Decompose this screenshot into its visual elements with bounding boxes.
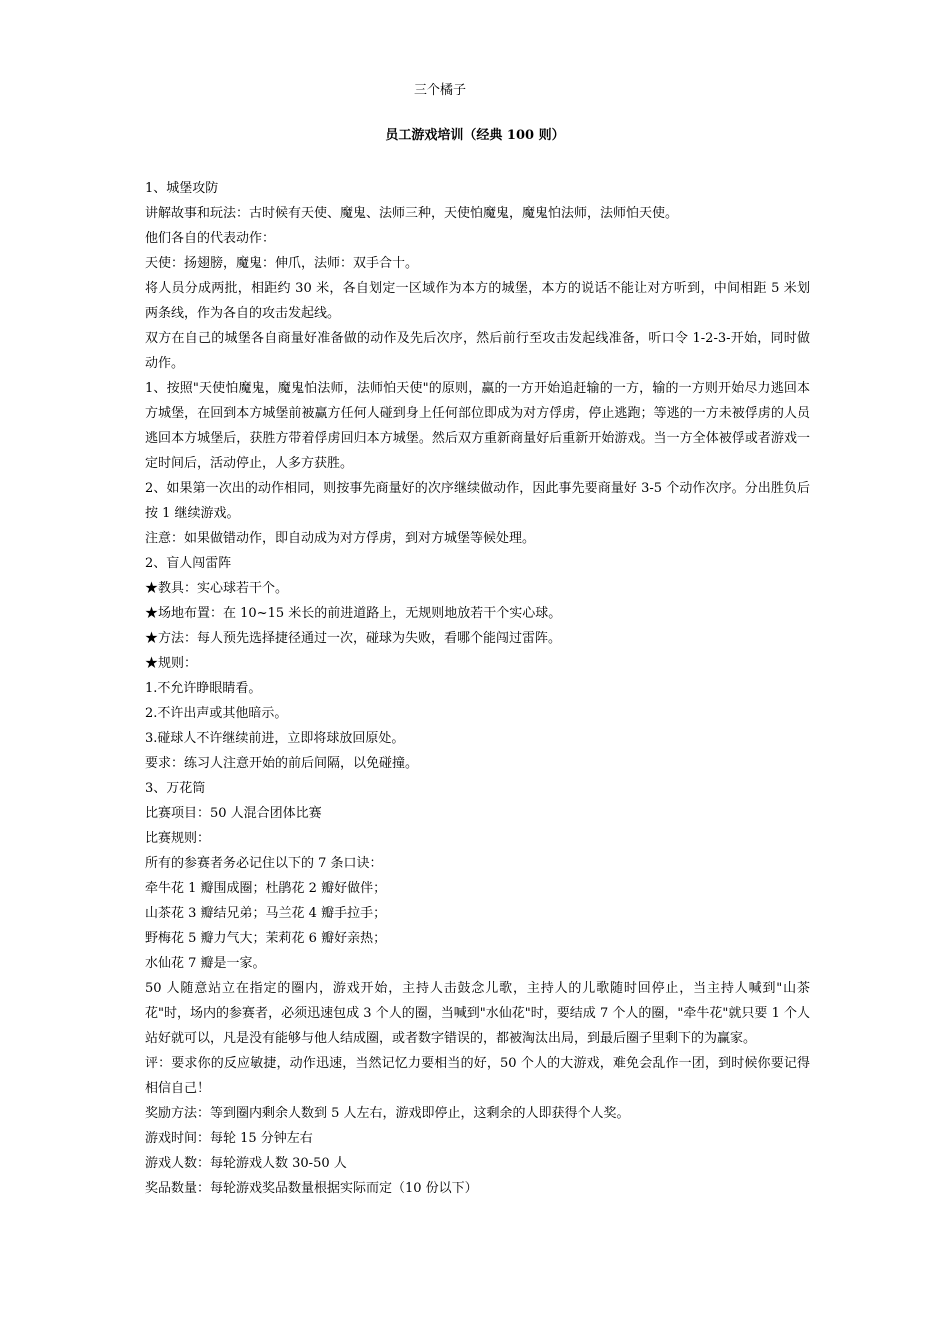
document-author: 三个橘子 bbox=[413, 83, 466, 98]
paragraph: 2、如果第一次出的动作相同，则按事先商量好的次序继续做动作，因此事先要商量好 3-5 个动作次序。分出胜负后按 1 继续游戏。 bbox=[145, 481, 810, 521]
paragraph: 50 人随意站立在指定的圈内，游戏开始，主持人击鼓念儿歌，主持人的儿歌随时回停止，当主持人喊到"山茶花"时，场内的参赛者，必须迅速包成 3 个人的圈，当喊到"水仙花"时，要结成 7 个人的圈，"牵牛花"就只要 1 个人站好就可以，凡是没有能够与他人结成圈，或者数字错误的，都被淘汰出局，到最后圈子里剩下的为赢家。 bbox=[145, 981, 810, 1046]
paragraph: 奖品数量：每轮游戏奖品数量根据实际而定（10 份以下） bbox=[145, 1181, 478, 1196]
paragraph: 游戏时间：每轮 15 分钟左右 bbox=[145, 1131, 313, 1146]
paragraph: 3.碰球人不许继续前进，立即将球放回原处。 bbox=[145, 731, 405, 746]
paragraph: 讲解故事和玩法：古时候有天使、魔鬼、法师三种，天使怕魔鬼，魔鬼怕法师，法师怕天使。 bbox=[145, 206, 679, 221]
section-heading: 2、盲人闯雷阵 bbox=[145, 556, 232, 571]
paragraph: 比赛规则： bbox=[145, 831, 211, 846]
section-heading: 1、城堡攻防 bbox=[145, 181, 219, 196]
document-body bbox=[145, 176, 810, 1201]
paragraph: 比赛项目：50 人混合团体比赛 bbox=[145, 806, 322, 821]
section-heading: 3、万花筒 bbox=[145, 781, 206, 796]
paragraph: 水仙花 7 瓣是一家。 bbox=[145, 956, 266, 971]
document-title: 员工游戏培训（经典 100 则） bbox=[385, 128, 565, 143]
paragraph: 野梅花 5 瓣力气大；茉莉花 6 瓣好亲热； bbox=[145, 931, 387, 946]
paragraph: 双方在自己的城堡各自商量好准备做的动作及先后次序，然后前行至攻击发起线准备，听口令 1-2-3-开始，同时做动作。 bbox=[145, 331, 810, 371]
paragraph: 2.不许出声或其他暗示。 bbox=[145, 706, 288, 721]
paragraph: 奖励方法：等到圈内剩余人数到 5 人左右，游戏即停止，这剩余的人即获得个人奖。 bbox=[145, 1106, 630, 1121]
paragraph: 山茶花 3 瓣结兄弟；马兰花 4 瓣手拉手； bbox=[145, 906, 387, 921]
paragraph: ★场地布置：在 10~15 米长的前进道路上，无规则地放若干个实心球。 bbox=[145, 606, 562, 621]
paragraph: 游戏人数：每轮游戏人数 30-50 人 bbox=[145, 1156, 347, 1171]
paragraph: 牵牛花 1 瓣围成圈；杜鹃花 2 瓣好做伴； bbox=[145, 881, 387, 896]
paragraph: ★规则： bbox=[145, 656, 198, 671]
paragraph: ★教具：实心球若干个。 bbox=[145, 581, 289, 596]
paragraph: 要求：练习人注意开始的前后间隔，以免碰撞。 bbox=[145, 756, 419, 771]
paragraph: 1、按照"天使怕魔鬼，魔鬼怕法师，法师怕天使"的原则，赢的一方开始追赶输的一方，输的一方则开始尽力逃回本方城堡，在回到本方城堡前被赢方任何人碰到身上任何部位即成为对方俘虏，停止逃跑；等逃的一方未被俘虏的人员逃回本方城堡后，获胜方带着俘虏回归本方城堡。然后双方重新商量好后重新开始游戏。当一方全体被俘或者游戏一定时间后，活动停止，人多方获胜。 bbox=[145, 381, 810, 471]
paragraph: 1.不允许睁眼睛看。 bbox=[145, 681, 262, 696]
paragraph: 评：要求你的反应敏捷，动作迅速，当然记忆力要相当的好，50 个人的大游戏，难免会乱作一团，到时候你要记得相信自己！ bbox=[145, 1056, 810, 1096]
paragraph: 他们各自的代表动作： bbox=[145, 231, 276, 246]
paragraph: 将人员分成两批，相距约 30 米，各自划定一区域作为本方的城堡，本方的说话不能让对方听到，中间相距 5 米划两条线，作为各自的攻击发起线。 bbox=[145, 281, 810, 321]
paragraph: 天使：扬翅膀，魔鬼：伸爪，法师：双手合十。 bbox=[145, 256, 419, 271]
paragraph: 注意：如果做错动作，即自动成为对方俘虏，到对方城堡等候处理。 bbox=[145, 531, 536, 546]
paragraph: ★方法：每人预先选择捷径通过一次，碰球为失败，看哪个能闯过雷阵。 bbox=[145, 631, 562, 646]
paragraph: 所有的参赛者务必记住以下的 7 条口诀： bbox=[145, 856, 383, 871]
